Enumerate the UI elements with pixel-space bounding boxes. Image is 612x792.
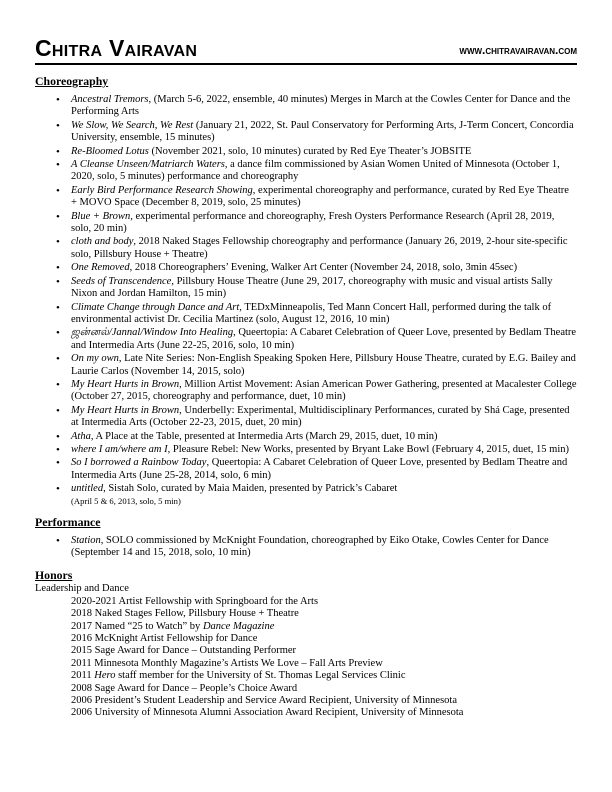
list-item xyxy=(71,535,577,560)
work-details: , 2018 Naked Stages Fellowship choreography and performance (January 26, 2019, 2-hour site-specific solo, Pillsbury House + Theatre) xyxy=(71,236,568,260)
performance-list xyxy=(35,535,577,560)
honor-text: 2018 Naked Stages Fellow, Pillsbury House + Theatre xyxy=(71,608,299,620)
work-title: Seeds of Transcendence xyxy=(71,275,172,287)
honor-text-tail: staff member for the University of St. Thomas Legal Services Clinic xyxy=(115,670,406,682)
work-title: cloth and body xyxy=(71,236,134,248)
honor-item xyxy=(71,683,577,695)
work-details: , 2018 Choreographers’ Evening, Walker Art Center (November 24, 2018, solo, 3min 45sec) xyxy=(129,262,518,274)
work-details: , A Place at the Table, presented at Intermedia Arts (March 29, 2015, duet, 10 min) xyxy=(90,430,438,442)
list-item xyxy=(71,276,577,301)
work-details: , Million Artist Movement: Asian American Power Gathering, presented at Macalester College (October 27, 2015, choreography and performance, duet, 10 min) xyxy=(71,378,577,403)
work-details: , Queertopia: A Cabaret Celebration of Queer Love, presented by Bedlam Theatre and Intermedia Arts (June 25-28, 2014, solo, 6 min) xyxy=(71,457,568,481)
work-details: , Late Nite Series: Non-English Speaking Spoken Here, Pillsbury House Theatre, curated by E.G. Bailey and Laurie Carlos (November 14, 2015, solo) xyxy=(71,353,576,377)
choreography-heading: Choreography xyxy=(35,74,109,88)
honor-item xyxy=(71,707,577,719)
list-item xyxy=(71,483,577,505)
honors-category: Leadership and Dance xyxy=(35,583,129,595)
honors-list xyxy=(35,596,577,720)
list-item xyxy=(71,94,577,119)
honor-text: 2016 McKnight Artist Fellowship for Dance xyxy=(71,633,258,645)
work-title: Blue + Brown xyxy=(71,210,131,222)
honors-heading: Honors xyxy=(35,568,73,583)
list-item xyxy=(71,327,577,352)
work-title: One Removed xyxy=(71,262,130,274)
list-item xyxy=(71,211,577,236)
choreography-section xyxy=(35,74,577,506)
work-details: , SOLO commissioned by McKnight Foundation, choreographed by Eiko Otake, Cowles Center for Dance (September 14 and 15, 2018, solo, 10 min) xyxy=(71,534,549,558)
work-title: A Cleanse Unseen/Matriarch Waters xyxy=(71,159,225,171)
list-item xyxy=(71,405,577,430)
work-details: , Pillsbury House Theatre (June 29, 2017, choreography with music and visual artists Sally Nixon and Jordan Hamilton, 15 min) xyxy=(71,275,553,300)
work-details: , a dance film commissioned by Asian Women United of Minnesota (October 1, 2020, solo, 5 minutes) performance and choreography xyxy=(71,159,560,183)
list-item xyxy=(71,302,577,327)
honor-emphasis: Hero xyxy=(94,670,116,682)
work-details: , experimental choreography and performance, curated by Red Eye Theatre + MOVO Space (December 8, 2019, solo, 25 minutes) xyxy=(71,184,569,209)
list-item xyxy=(71,431,577,443)
work-title: We Slow, We Search, We Rest xyxy=(71,119,194,131)
work-details: , Pleasure Rebel: New Works, presented by Bryant Lake Bowl (February 4, 2015, duet, 15 min) xyxy=(167,443,569,455)
work-title: So I borrowed a Rainbow Today xyxy=(71,457,207,469)
resume-content xyxy=(35,74,577,720)
honor-text: 2011 Minnesota Monthly Magazine’s Artists We Love – Fall Arts Preview xyxy=(71,657,383,669)
work-title: ஜன்னல்/Jannal/Window Into Healing xyxy=(71,327,234,339)
list-item xyxy=(71,379,577,404)
header xyxy=(35,36,577,60)
work-title: Early Bird Performance Research Showing xyxy=(71,184,253,196)
honor-text: 2011 xyxy=(71,670,95,682)
honor-item xyxy=(71,645,577,657)
work-details: , experimental performance and choreography, Fresh Oysters Performance Research (April 28, 2019, solo, 20 min) xyxy=(71,210,555,235)
list-item xyxy=(71,159,577,184)
performance-section xyxy=(35,515,577,560)
website-link[interactable]: www.chitravairavan.com xyxy=(459,43,577,57)
honor-text: 2017 Named “25 to Watch” by xyxy=(71,620,203,632)
work-note: (April 5 & 6, 2013, solo, 5 min) xyxy=(71,495,181,506)
honor-item xyxy=(71,658,577,670)
honor-emphasis: Dance Magazine xyxy=(202,620,275,632)
work-title: Climate Change through Dance and Art xyxy=(71,301,240,313)
honor-text: 2006 President’s Student Leadership and Service Award Recipient, University of Minnesota xyxy=(71,695,457,707)
work-title: Atha xyxy=(71,430,91,442)
honors-section xyxy=(35,568,577,719)
work-details: (January 21, 2022, St. Paul Conservatory for Performing Arts, J-Term Concert, Concordia University, ensemble, 15 minutes) xyxy=(71,119,574,144)
work-details: , Queertopia: A Cabaret Celebration of Queer Love, presented by Bedlam Theatre and Intermedia Arts (June 22-25, 2016, solo, 10 min) xyxy=(71,327,577,351)
honor-text: 2015 Sage Award for Dance – Outstanding Performer xyxy=(71,645,297,657)
honor-item xyxy=(71,695,577,707)
honor-item xyxy=(71,670,577,682)
honor-item xyxy=(71,596,577,608)
work-title: My Heart Hurts in Brown xyxy=(71,404,180,416)
list-item xyxy=(71,444,577,456)
honor-text: 2020-2021 Artist Fellowship with Springboard for the Arts xyxy=(71,595,319,607)
list-item xyxy=(71,236,577,261)
list-item xyxy=(71,353,577,378)
list-item xyxy=(71,262,577,274)
choreography-list xyxy=(35,94,577,506)
author-name: Chitra Vairavan xyxy=(35,35,198,61)
honor-item xyxy=(71,621,577,633)
list-item xyxy=(71,120,577,145)
work-title: untitled xyxy=(71,483,104,495)
work-details: , Sistah Solo, curated by Maia Maiden, presented by Patrick’s Cabaret xyxy=(103,483,398,495)
work-details: , Underbelly: Experimental, Multidisciplinary Performances, curated by Shá Cage, presented at Intermedia Arts (October 22-23, 2015, duet, 20 min) xyxy=(71,404,570,429)
list-item xyxy=(71,185,577,210)
work-title: My Heart Hurts in Brown xyxy=(71,378,180,390)
honor-text: 2006 University of Minnesota Alumni Association Award Recipient, University of Minnesota xyxy=(71,707,464,719)
work-title: On my own xyxy=(71,353,119,365)
list-item xyxy=(71,457,577,482)
honor-item xyxy=(71,633,577,645)
honor-item xyxy=(71,608,577,620)
work-title: Ancestral Tremors xyxy=(71,94,149,105)
work-details: (November 2021, solo, 10 minutes) curated by Red Eye Theater’s JOBSITE xyxy=(148,145,472,157)
header-rule xyxy=(35,63,577,65)
work-details: , TEDxMinneapolis, Ted Mann Concert Hall, performed during the talk of environmental activist Dr. Cecilia Martinez (solo, August 12, 2016, 10 min) xyxy=(71,301,552,325)
work-title: Re-Bloomed Lotus xyxy=(71,145,149,157)
work-title: where I am/where am I xyxy=(71,443,168,455)
list-item xyxy=(71,146,577,158)
work-details: , (March 5-6, 2022, ensemble, 40 minutes) Merges in March at the Cowles Center for Dance and the Performing Arts xyxy=(71,94,571,118)
work-title: Station xyxy=(71,534,101,546)
performance-heading: Performance xyxy=(35,514,101,529)
honor-text: 2008 Sage Award for Dance – People’s Choice Award xyxy=(71,682,298,694)
